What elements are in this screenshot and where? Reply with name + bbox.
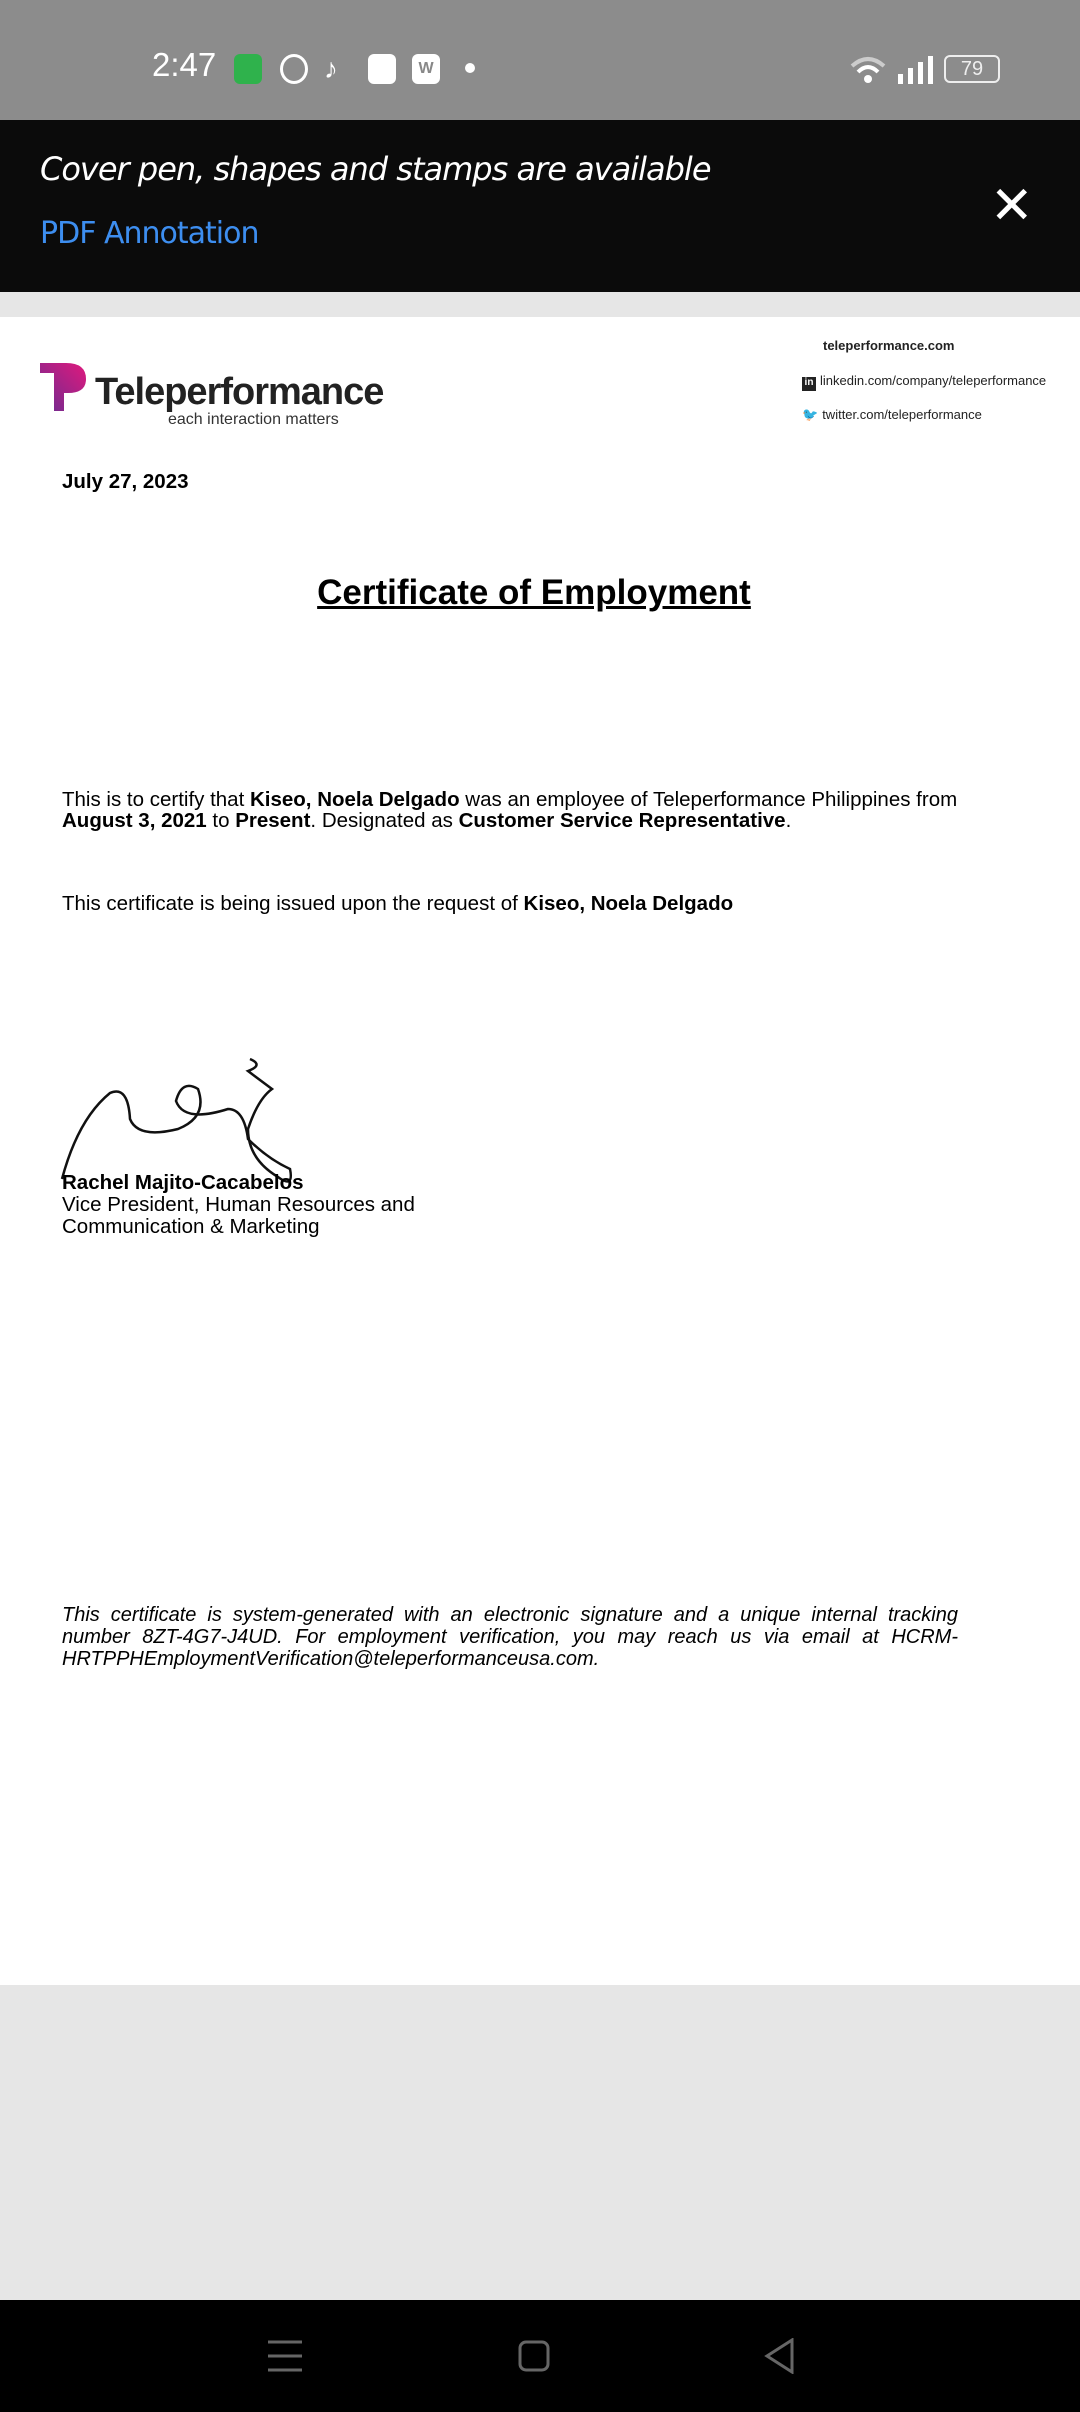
pdf-page bbox=[0, 317, 1080, 1985]
app-notification-icon bbox=[234, 54, 262, 84]
back-icon[interactable] bbox=[764, 2338, 796, 2374]
twitter-link: 🐦 twitter.com/teleperformance bbox=[802, 407, 982, 422]
pdf-annotation-link[interactable]: PDF Annotation bbox=[40, 216, 259, 251]
navigation-bar bbox=[0, 2300, 1080, 2412]
twitter-icon: 🐦 bbox=[802, 407, 819, 422]
website-link: teleperformance.com bbox=[823, 338, 955, 353]
signatory-title-line1: Vice President, Human Resources and bbox=[62, 1193, 415, 1216]
more-notifications-icon bbox=[465, 63, 475, 73]
linkedin-icon: in bbox=[802, 377, 816, 391]
menu-icon[interactable] bbox=[268, 2340, 302, 2372]
signatory-title-line2: Communication & Marketing bbox=[62, 1215, 320, 1238]
teleperformance-logo-icon bbox=[40, 361, 88, 411]
home-icon[interactable] bbox=[518, 2340, 550, 2372]
clock: 2:47 bbox=[152, 46, 217, 83]
status-bar bbox=[0, 0, 1080, 120]
signatory-name: Rachel Majito-Cacabelos bbox=[62, 1171, 304, 1194]
close-banner-icon[interactable]: ✕ bbox=[990, 177, 1034, 235]
wifi-signal-icon bbox=[850, 54, 940, 86]
linkedin-link: in linkedin.com/company/teleperformance bbox=[802, 373, 1046, 391]
spotify-icon bbox=[368, 54, 396, 84]
company-logo: Teleperformance each interaction matters bbox=[40, 361, 88, 416]
promo-banner[interactable] bbox=[0, 120, 1080, 292]
footer-note: This certificate is system-generated with an electronic signature and a unique internal tracking number 8ZT-4G7-J4UD. For employment verification, you may reach us via email at HCRM-HRTPPHEmploymentVerification@teleperformanceusa.com. bbox=[62, 1604, 958, 1670]
banner-title: Cover pen, shapes and stamps are available bbox=[40, 150, 711, 188]
request-paragraph: This certificate is being issued upon the request of Kiseo, Noela Delgado bbox=[62, 892, 734, 915]
certification-paragraph: This is to certify that Kiseo, Noela Delgado was an employee of Teleperformance Philippines from August 3, 2021 to Present. Designated as Customer Service Representative. bbox=[62, 788, 958, 832]
tiktok-icon: ♪ bbox=[324, 53, 338, 84]
battery-indicator: 79 bbox=[944, 55, 1000, 83]
wps-icon: W bbox=[412, 54, 440, 84]
signature bbox=[58, 1049, 308, 1189]
document-title: Certificate of Employment bbox=[317, 573, 751, 612]
letter-date: July 27, 2023 bbox=[62, 470, 189, 493]
share-app-icon bbox=[280, 54, 308, 84]
